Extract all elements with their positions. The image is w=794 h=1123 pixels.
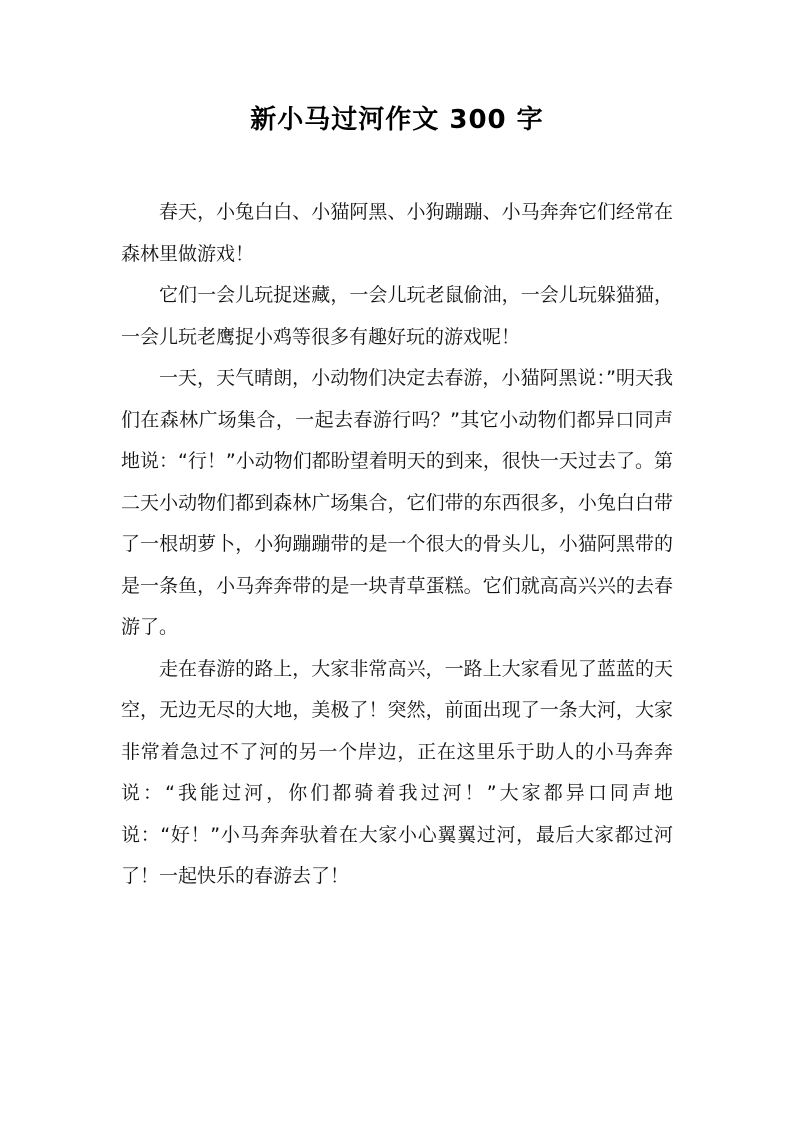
paragraph-4: 走在春游的路上，大家非常高兴，一路上大家看见了蓝蓝的天空，无边无尽的大地，美极了！突然，前面出现了一条大河，大家非常着急过不了河的另一个岸边，正在这里乐于助人的小马奔奔说：“我能过河，你们都骑着我过河！”大家都异口同声地说：“好！”小马奔奔驮着在大家小心翼翼过河，最后大家都过河了！一起快乐的春游去了！ (121, 657, 673, 887)
paragraph-3: 一天，天气晴朗，小动物们决定去春游，小猫阿黑说：”明天我们在森林广场集合，一起去春游行吗？”其它小动物们都异口同声地说：“行！”小动物们都盼望着明天的到来，很快一天过去了。第二天小动物们都到森林广场集合，它们带的东西很多，小兔白白带了一根胡萝卜，小狗蹦蹦带的是一个很大的骨头儿，小猫阿黑带的是一条鱼，小马奔奔带的是一块青草蛋糕。它们就高高兴兴的去春游了。 (121, 367, 673, 638)
page-title: 新小马过河作文 300 字 (250, 105, 544, 135)
essay-body (121, 192, 673, 898)
paragraph-2: 它们一会儿玩捉迷藏，一会儿玩老鼠偷油，一会儿玩躲猫猫，一会儿玩老鹰捉小鸡等很多有趣好玩的游戏呢！ (121, 284, 673, 348)
paragraph-1: 春天，小兔白白、小猫阿黑、小狗蹦蹦、小马奔奔它们经常在森林里做游戏！ (121, 201, 673, 265)
